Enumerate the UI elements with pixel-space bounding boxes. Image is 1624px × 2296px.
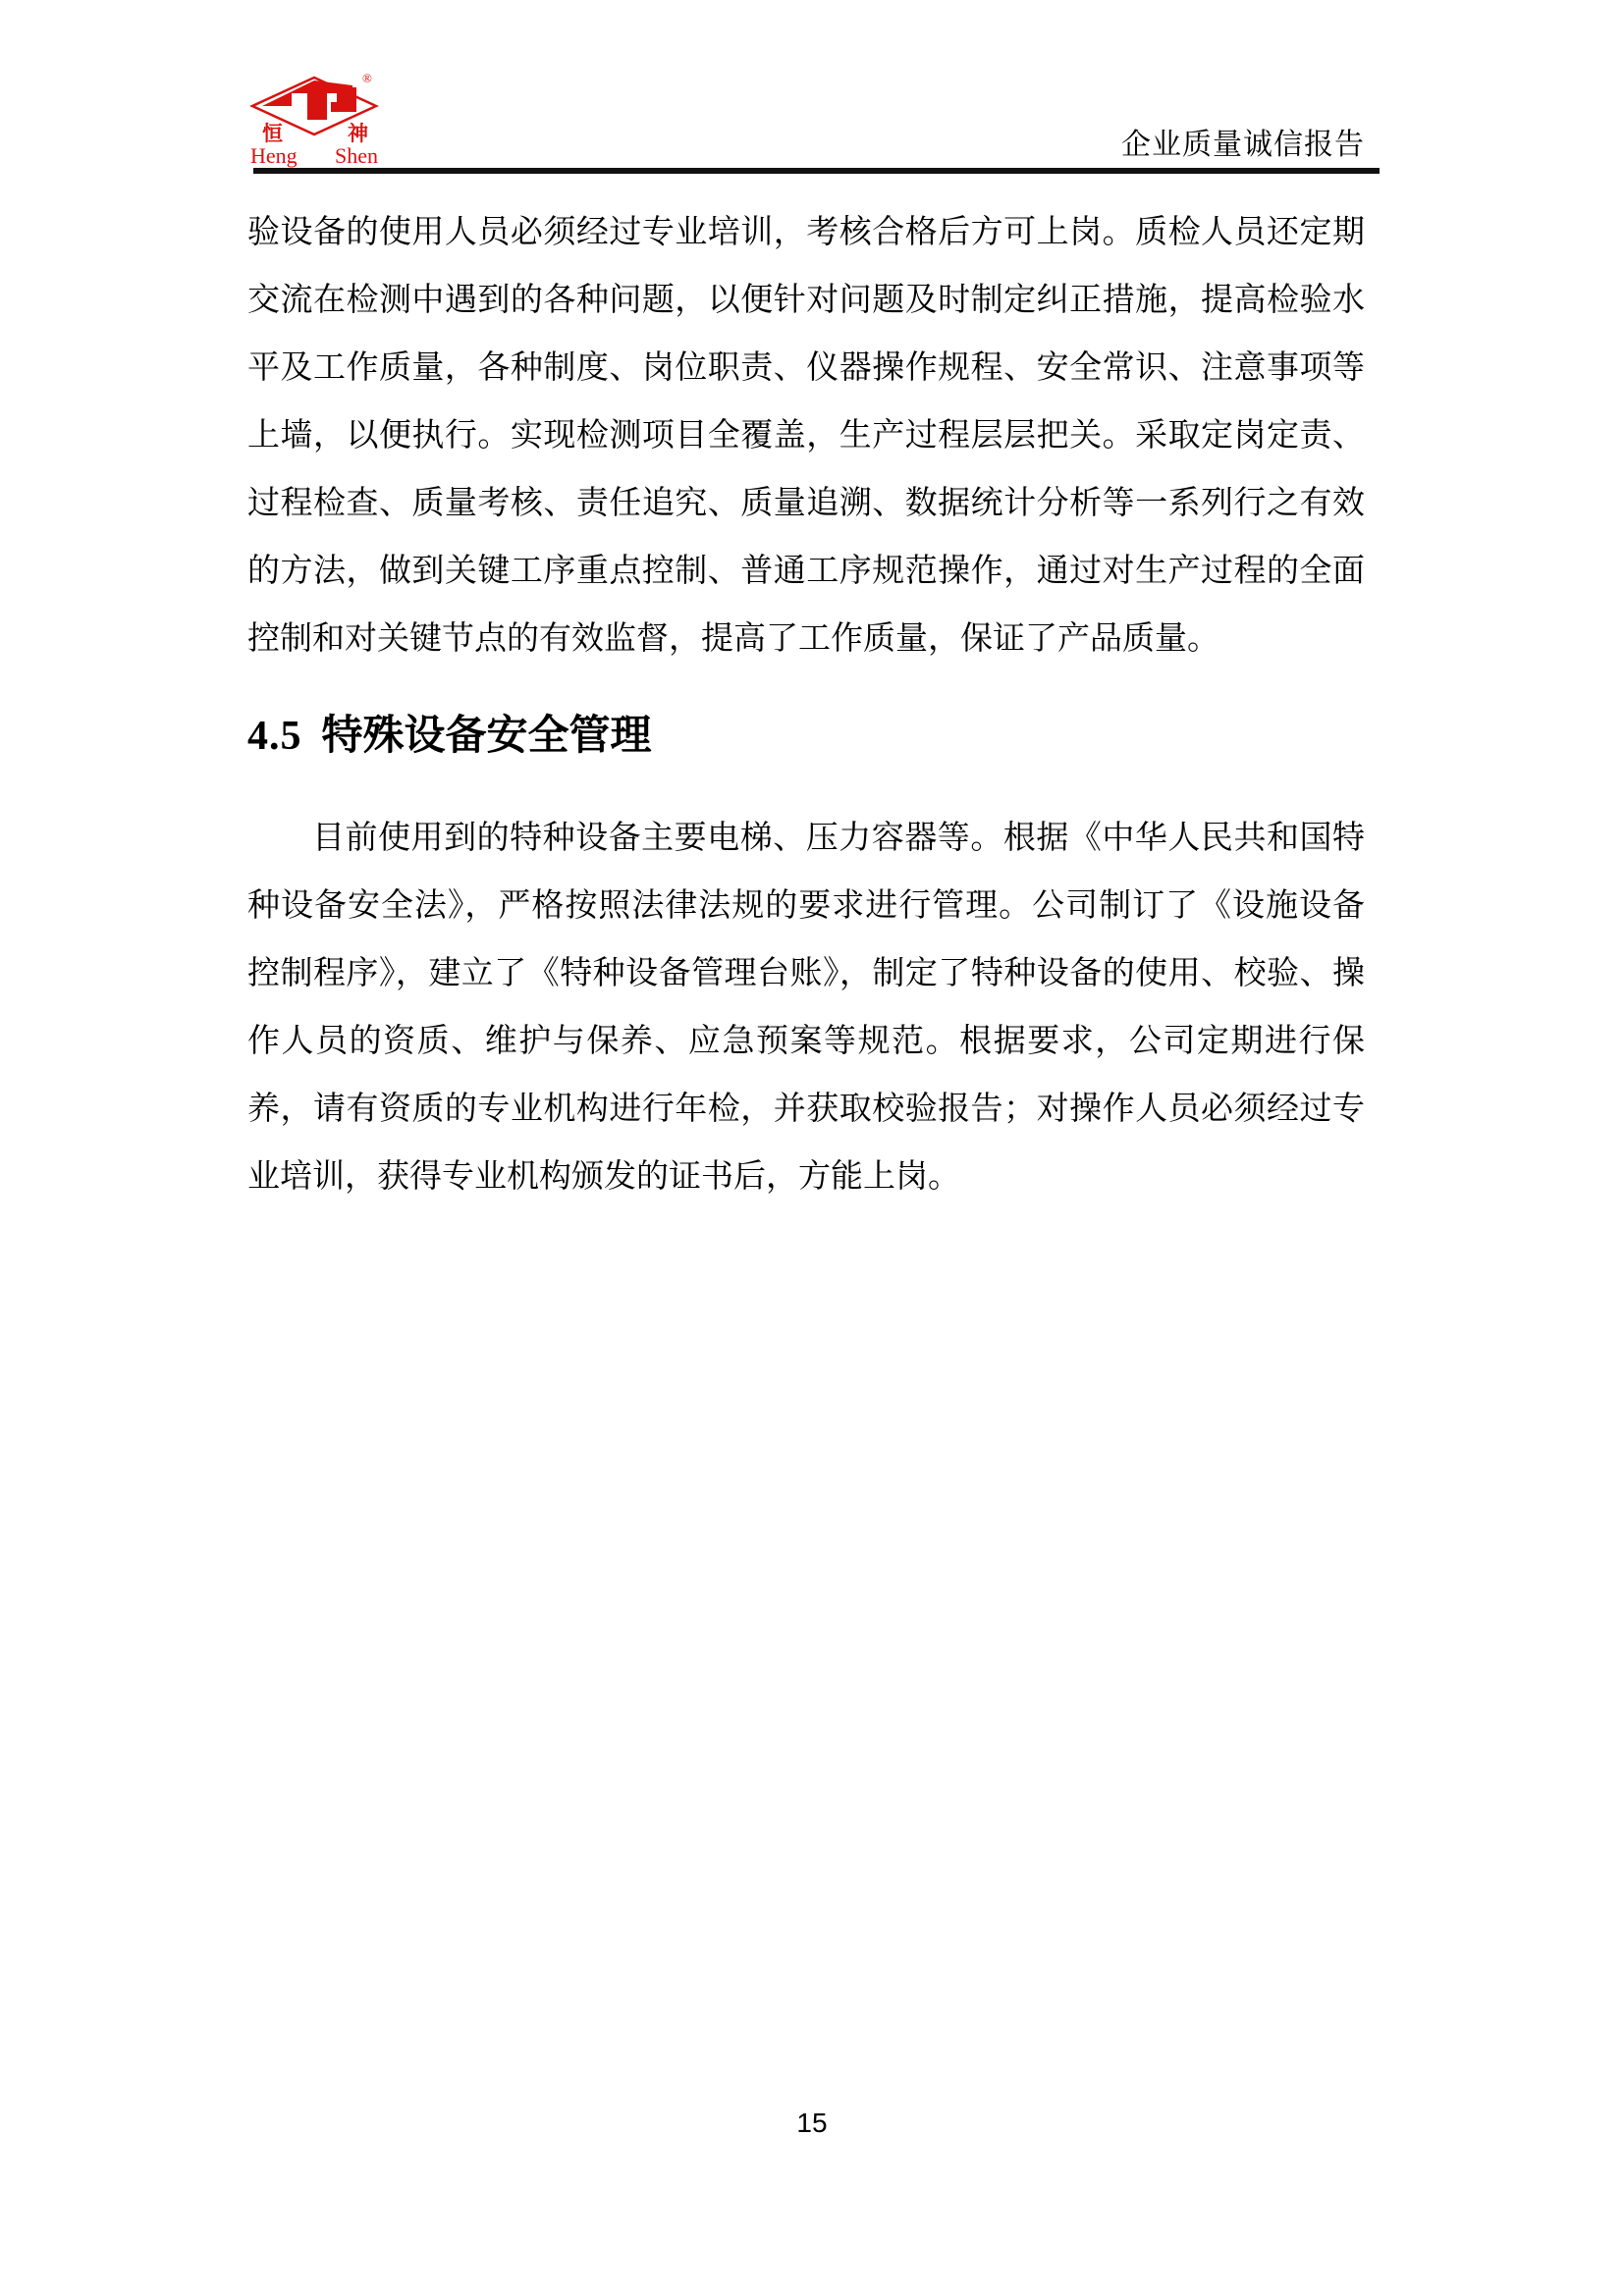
logo-latin-heng: Heng [250,143,298,168]
header-rule [253,168,1380,174]
logo-hanzi-heng: 恒 [262,122,283,145]
logo-latin-shen: Shen [335,143,378,168]
page-number: 15 [796,2108,828,2138]
report-title: 企业质量诚信报告 [1121,129,1365,161]
section-number: 4.5 [247,714,302,759]
logo-latin [248,145,380,167]
page-content [247,199,1365,1211]
section-title: 特殊设备安全管理 [321,714,652,759]
logo-hanzi-shen: 神 [348,122,368,145]
section-heading [247,713,1365,760]
company-logo [248,69,380,169]
paragraph-quality-control: 验设备的使用人员必须经过专业培训，考核合格后方可上岗。质检人员还定期交流在检测中遇到的各种问题，以便针对问题及时制定纠正措施，提高检验水平及工作质量，各种制度、岗位职责、仪器操作规程、安全常识、注意事项等上墙，以便执行。实现检测项目全覆盖，生产过程层层把关。采取定岗定责、过程检查、质量考核、责任追究、质量追溯、数据统计分析等一系列行之有效的方法，做到关键工序重点控制、普通工序规范操作，通过对生产过程的全面控制和对关键节点的有效监督，提高了工作质量，保证了产品质量。 [247,215,1365,657]
paragraph-special-equipment: 目前使用到的特种设备主要电梯、压力容器等。根据《中华人民共和国特种设备安全法》，严格按照法律法规的要求进行管理。公司制订了《设施设备控制程序》，建立了《特种设备管理台账》，制定了特种设备的使用、校验、操作人员的资质、维护与保养、应急预案等规范。根据要求，公司定期进行保养，请有资质的专业机构进行年检，并获取校验报告；对操作人员必须经过专业培训，获得专业机构颁发的证书后，方能上岗。 [247,821,1365,1195]
registered-mark-icon: ® [362,71,372,85]
